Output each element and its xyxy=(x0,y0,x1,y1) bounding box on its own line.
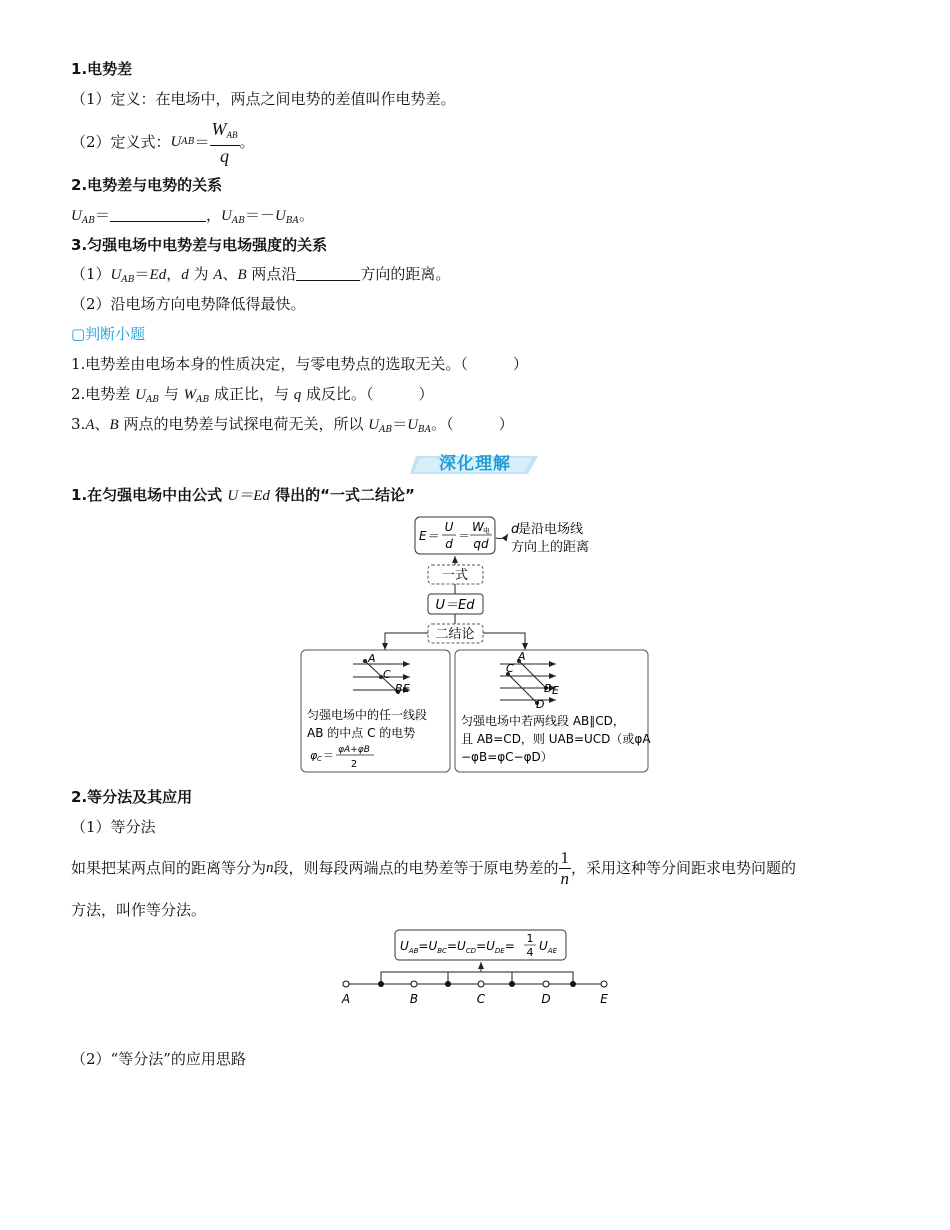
left-label-e: E xyxy=(403,682,410,695)
point-label-b: B xyxy=(409,992,419,1006)
midpoint-dot xyxy=(509,981,515,987)
section-3-heading: 3.匀强电场中电势差与电场强度的关系 xyxy=(71,236,328,254)
judge-question-3: 3.A、B 两点的电势差与试探电荷无关，所以 $U_{AB}=U_{BA}$。（ ） xyxy=(71,415,514,435)
point-label-a: A xyxy=(341,992,351,1006)
fill-blank-1[interactable] xyxy=(110,207,206,222)
point-c xyxy=(478,981,484,987)
equal-division-diagram xyxy=(330,926,620,1010)
left-eq: ＝ xyxy=(323,749,334,762)
section-3-item-2: （2）沿电场方向电势降低得最快。 xyxy=(71,295,306,313)
left-label-a: A xyxy=(368,652,376,665)
one-over-n-fraction: $\frac{1}{n}$ xyxy=(560,847,570,888)
deep-2-paragraph: 如果把某两点间的距离等分为 n 段，则每段两端点的电势差等于原电势差的 $\frac{1}{n}$ ，采用这种等分间距求电势问题的 xyxy=(71,847,797,888)
point-b xyxy=(411,981,417,987)
banner-text: 深化理解 xyxy=(439,454,511,474)
left-c-sub: C xyxy=(317,755,322,763)
section-3-item-1: $(1)U_{AB}=Ed$，d 为 A、B 两点沿 方向的距离。 xyxy=(71,265,451,285)
division-points xyxy=(341,981,608,1006)
left-text-line-1: 匀强电场中的任一线段 xyxy=(307,708,428,722)
ued-label: U＝Ed xyxy=(435,598,475,613)
point-label-e: E xyxy=(600,992,608,1006)
yishi-label: 一式 xyxy=(441,568,469,583)
note-line-1: 是沿电场线 xyxy=(518,522,584,537)
right-label-b: B xyxy=(544,682,552,695)
deep-2-sub-1: （1）等分法 xyxy=(71,818,156,836)
quarter-den: 4 xyxy=(526,946,534,959)
uae-text: $U_{AE}$ xyxy=(539,939,558,955)
frac2-num: W xyxy=(472,520,484,534)
frac-eq-text: ＝ xyxy=(458,529,471,543)
fill-blank-2[interactable] xyxy=(296,266,360,281)
one-formula-two-conclusions-diagram xyxy=(290,510,660,778)
right-label-d: D xyxy=(536,698,545,711)
point-d xyxy=(543,981,549,987)
left-text-line-2: AB 的中点 C 的电势 xyxy=(307,726,416,740)
left-label-c: C xyxy=(383,668,391,681)
right-text-line-1: 匀强电场中若两线段 AB∥CD， xyxy=(461,714,625,728)
midpoint-dot xyxy=(378,981,384,987)
equal-division-formula-text: $U_{AB}=U_{BC}=U_{CD}=U_{DE}=$ xyxy=(400,939,515,955)
deep-2-paragraph-line-2: 方法，叫作等分法。 xyxy=(71,901,207,919)
right-text-line-3: −φB=φC−φD） xyxy=(461,750,553,764)
frac1-num: U xyxy=(444,520,454,534)
right-text-line-2: 且 AB=CD，则 UAB=UCD（或φA xyxy=(461,732,651,746)
right-label-a: A xyxy=(518,650,526,663)
section-banner xyxy=(410,452,540,476)
judge-question-1: 1.电势差由电场本身的性质决定，与零电势点的选取无关。（ ） xyxy=(71,355,528,373)
left-label-b: B xyxy=(395,682,403,695)
judge-question-2: 2.电势差 $U_{AB}$ 与 $W_{AB}$ 成正比，与 q 成反比。（ ） xyxy=(71,385,434,405)
point-label-d: D xyxy=(541,992,551,1006)
right-label-e: E xyxy=(552,684,559,697)
left-point-a xyxy=(363,659,367,663)
e-eq-text: E＝ xyxy=(419,529,439,543)
wab-over-q-fraction: $\frac{W_{AB}}{q}$ xyxy=(211,118,238,166)
section-1-formula: （2）定义式： U AB ＝ $\frac{W_{AB}}{q}$ 。 xyxy=(71,118,255,166)
point-label-c: C xyxy=(476,992,486,1006)
midpoint-dot xyxy=(570,981,576,987)
section-2-heading: 2.电势差与电势的关系 xyxy=(71,176,223,194)
left-phic: φ xyxy=(310,749,318,762)
section-1-heading: 1.电势差 xyxy=(71,60,133,78)
left-frac-num: φA+φB xyxy=(338,745,370,755)
judge-heading: ▢判断小题 xyxy=(71,325,146,343)
frac2-sub: 电 xyxy=(483,527,490,535)
deep-1-heading: 1.在匀强电场中由公式 U＝Ed 得出的“一式二结论” xyxy=(71,486,415,504)
section-2-relation: $U_{AB}=$ ，$U_{AB}=-U_{BA}$。 xyxy=(71,206,314,226)
section-1-definition: （1）定义：在电场中，两点之间电势的差值叫作电势差。 xyxy=(71,90,456,108)
quarter-num: 1 xyxy=(526,932,534,945)
left-frac-den: 2 xyxy=(350,759,358,770)
deep-2-sub-2: （2）“等分法”的应用思路 xyxy=(71,1050,246,1068)
deep-2-heading: 2.等分法及其应用 xyxy=(71,788,193,806)
midpoint-dot xyxy=(445,981,451,987)
erjielun-label: 二结论 xyxy=(435,627,475,642)
frac2-den: qd xyxy=(473,537,489,551)
note-d: d xyxy=(511,522,520,537)
frac1-den: d xyxy=(445,537,453,551)
right-label-c: C xyxy=(506,662,514,675)
point-e xyxy=(601,981,607,987)
note-line-2: 方向上的距离 xyxy=(511,540,590,555)
point-a xyxy=(343,981,349,987)
